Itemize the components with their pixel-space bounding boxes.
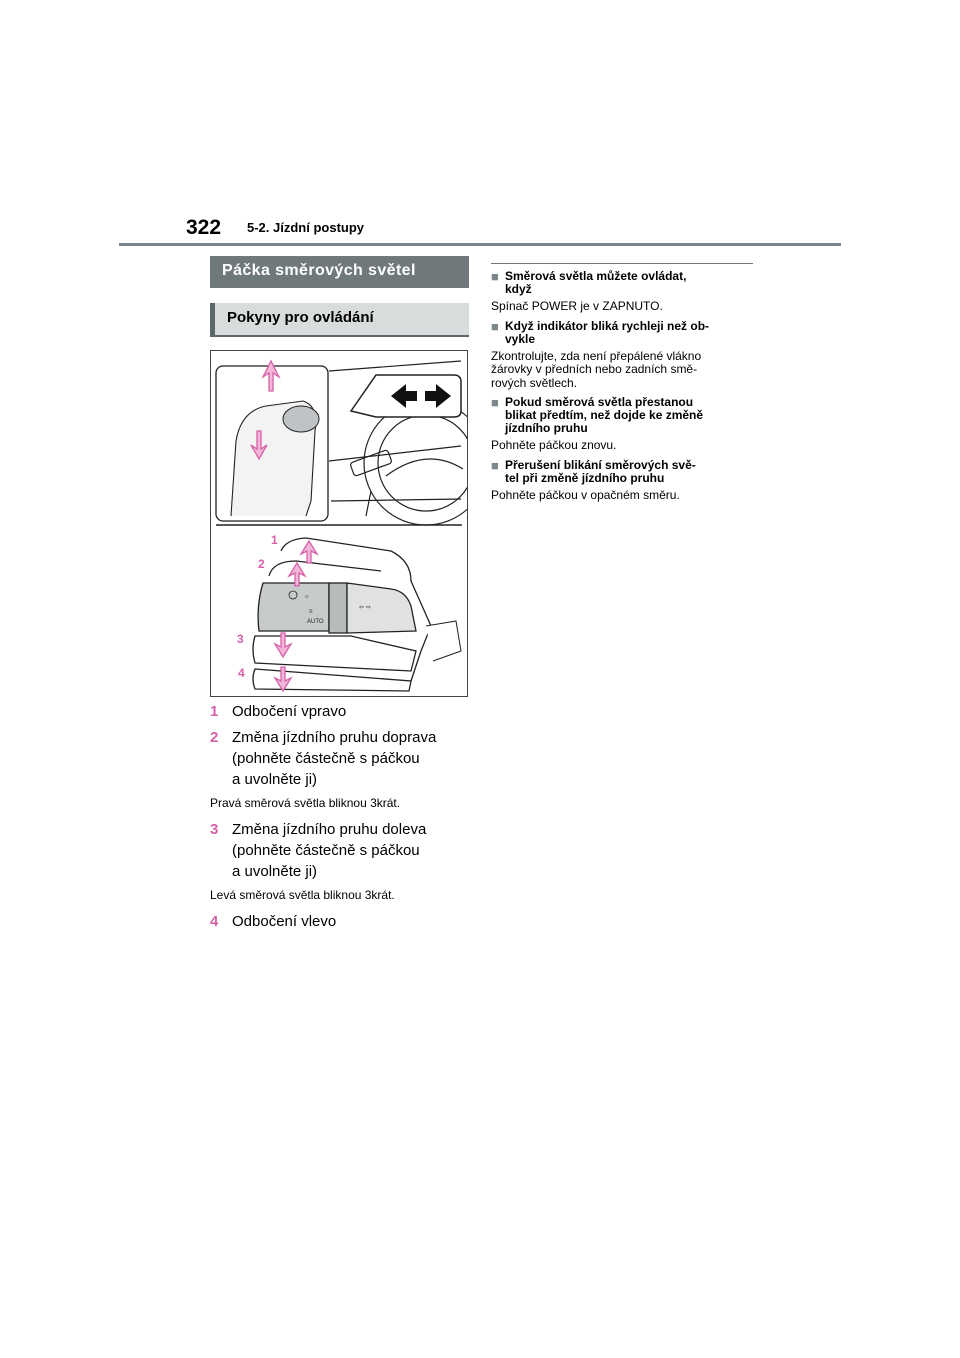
- lever-illustration: [211, 351, 467, 696]
- step-3: [210, 819, 480, 882]
- note-body-line: Pohněte páčkou znovu.: [491, 438, 617, 452]
- step-note-left: Levá směrová světla bliknou 3krát.: [210, 888, 395, 902]
- note-title-line: vykle: [505, 331, 536, 346]
- note-2: [491, 320, 753, 391]
- note-title-line: Když indikátor bliká rychleji než ob-: [505, 318, 710, 333]
- step-text-line: (pohněte částečně s páčkou: [232, 750, 420, 767]
- svg-text:⇦ ⇨: ⇦ ⇨: [359, 605, 371, 611]
- notes-divider: [491, 263, 753, 264]
- step-text-line: (pohněte částečně s páčkou: [232, 842, 420, 859]
- svg-text:≡: ≡: [309, 609, 313, 615]
- step-text-line: a uvolněte ji): [232, 771, 318, 788]
- note-3: [491, 396, 753, 453]
- figure-label-1: 1: [271, 533, 278, 547]
- step-2: [210, 727, 480, 790]
- note-title-line: Pokud směrová světla přestanou: [505, 395, 694, 409]
- square-bullet-icon: ■: [491, 269, 499, 284]
- sub-heading-divider: [210, 335, 469, 337]
- note-body-line: žárovky v předních nebo zadních smě-: [491, 362, 698, 376]
- step-number: 4: [210, 913, 219, 930]
- step-number: 1: [210, 703, 219, 720]
- step-text-line: Změna jízdního pruhu doleva: [232, 821, 427, 838]
- square-bullet-icon: ■: [491, 457, 499, 473]
- square-bullet-icon: ■: [491, 395, 499, 410]
- hand-inset: [216, 361, 328, 521]
- step-text-line: Změna jízdního pruhu doprava: [232, 729, 437, 746]
- note-body-line: rových světlech.: [491, 375, 578, 390]
- note-title-line: Směrová světla můžete ovládat,: [505, 269, 687, 283]
- step-4: [210, 911, 480, 932]
- section-title: 5-2. Jízdní postupy: [247, 220, 365, 235]
- figure-label-4: 4: [238, 666, 245, 680]
- step-1: [210, 701, 480, 722]
- square-bullet-icon: ■: [491, 318, 499, 334]
- step-text-line: a uvolněte ji): [232, 863, 318, 880]
- note-body-line: Zkontrolujte, zda není přepálené vlákno: [491, 348, 702, 363]
- notes-column: [491, 263, 753, 506]
- arrows-callout: [351, 375, 461, 417]
- step-text: Odbočení vpravo: [232, 703, 347, 720]
- step-number: 2: [210, 729, 219, 746]
- step-note-right: Pravá směrová světla bliknou 3krát.: [210, 796, 401, 810]
- sub-heading: Pokyny pro ovládání: [210, 303, 469, 335]
- figure-label-2: 2: [258, 557, 265, 571]
- note-body-line: Pohněte páčkou v opačném směru.: [491, 487, 680, 502]
- note-title-line: tel při změně jízdního pruhu: [505, 470, 665, 485]
- step-number: 3: [210, 821, 219, 838]
- note-1: [491, 270, 753, 314]
- turn-signal-lever-figure: [210, 350, 468, 697]
- header-divider: [119, 243, 841, 246]
- note-title-line: Přerušení blikání směrových svě-: [505, 457, 696, 472]
- svg-text:AUTO: AUTO: [307, 619, 324, 625]
- svg-text:☼: ☼: [304, 594, 310, 600]
- note-title-line: blikat předtím, než dojde ke změně: [505, 408, 704, 422]
- step-list: [210, 701, 480, 937]
- page-number: 322: [186, 216, 222, 239]
- note-title-line: když: [505, 282, 532, 296]
- note-title-line: jízdního pruhu: [505, 421, 588, 435]
- figure-label-3: 3: [237, 632, 244, 646]
- main-heading: Páčka směrových světel: [210, 256, 469, 288]
- note-4: [491, 459, 753, 503]
- note-body-line: Spínač POWER je v ZAPNUTO.: [491, 299, 663, 313]
- step-text: Odbočení vlevo: [232, 913, 337, 930]
